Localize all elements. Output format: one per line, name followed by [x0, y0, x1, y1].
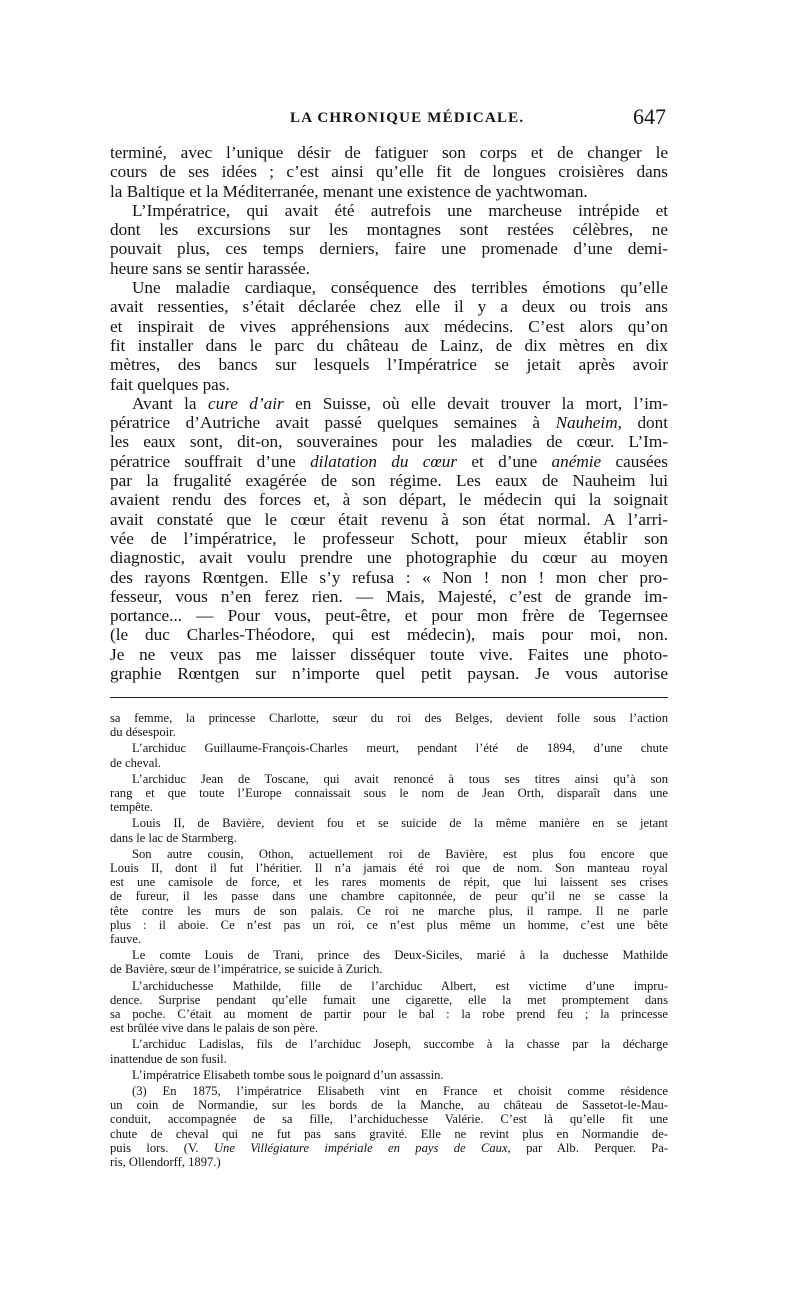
paragraph: [110, 201, 668, 278]
italic-term: dilatation du cœur: [310, 451, 458, 471]
footnote-line: [110, 1141, 668, 1155]
text-line: mètres, des bancs sur lesquels l’Impératrice se jetait après avoir: [110, 355, 668, 375]
footnote-line: Louis II, de Bavière, devient fou et se suicide de la même manière en se jetant: [132, 816, 668, 831]
text-line: cours de ses idées ; c’est ainsi qu’elle fit de longues croisières dans: [110, 162, 668, 182]
text-line: la Baltique et la Méditerranée, menant une existence de yachtwoman.: [110, 181, 588, 201]
page-number: 647: [633, 104, 666, 129]
footnote-line: Le comte Louis de Trani, prince des Deux-Siciles, marié à la duchesse Mathilde: [132, 948, 668, 963]
footnote-line: L’impératrice Elisabeth tombe sous le poignard d’un assassin.: [132, 1067, 444, 1082]
footnote-line: de fureur, il les passe dans une chambre capitonnée, de peur qu’il ne se casse la: [110, 889, 668, 904]
page-header: [110, 104, 666, 134]
footnote-line: tempête.: [110, 800, 154, 815]
main-text: [110, 143, 668, 683]
text-line: L’Impératrice, qui avait été autrefois une marcheuse intrépide et: [132, 200, 668, 220]
text-line: vée de l’impératrice, le professeur Schott, pour mieux établir son: [110, 528, 668, 548]
footnote-line: est une camisole de force, et les rares moments de répit, que lui laissent ses crises: [110, 875, 668, 890]
footnote-line: rang et que toute l’Europe connaissait sous le nom de Jean Orth, disparaît dans une: [110, 786, 668, 801]
text-run: en Suisse, où elle devait trouver la mort, l’im-: [283, 393, 668, 413]
text-line: les eaux sont, dit-on, souveraines pour les maladies de cœur. L’Im-: [110, 432, 668, 452]
footnote: [110, 847, 668, 946]
italic-term: anémie: [551, 451, 602, 471]
footnote-line: ris, Ollendorff, 1897.): [110, 1155, 221, 1170]
footnote: [110, 772, 668, 815]
text-run: et d’une: [457, 451, 552, 471]
text-line: Je ne veux pas me laisser disséquer toute vive. Faites une photo-: [110, 644, 668, 664]
footnote-line: sa poche. C’était au moment de partir pour le bal : la robe prend feu ; la princesse: [110, 1007, 668, 1022]
footnote-line: L’archiduc Guillaume-François-Charles meurt, pendant l’été de 1894, d’une chute: [132, 741, 668, 756]
italic-term: cure d’air: [207, 393, 284, 413]
footnote-line: un coin de Normandie, sur les bords de la Manche, au château de Sassetot-le-Mau-: [110, 1098, 668, 1113]
text-run: pératrice souffrait d’une: [110, 451, 311, 471]
text-line: diagnostic, avait voulu prendre une photographie du cœur au moyen: [110, 548, 668, 568]
text-line: avait constaté que le cœur était revenu à son état normal. A l’arri-: [110, 509, 668, 529]
text-run: pératrice d’Autriche avait passé quelques semaines à: [110, 413, 556, 433]
text-run: par Alb. Perquer. Pa-: [510, 1140, 668, 1155]
footnote-line: fauve.: [110, 932, 142, 947]
text-line: avait ressenties, s’était déclarée chez elle il y a deux ou trois ans: [110, 297, 668, 317]
footnote: [110, 1068, 668, 1082]
paragraph: [110, 394, 668, 683]
footnote: [110, 816, 668, 844]
text-line: avaient rendu des forces et, à son départ, le médecin qui la soignait: [110, 490, 668, 510]
footnote-line: Son autre cousin, Othon, actuellement roi de Bavière, est plus fou encore que: [132, 846, 668, 861]
footnote: [110, 741, 668, 769]
text-run: puis lors. (V.: [110, 1140, 214, 1155]
text-line: [110, 452, 668, 471]
footnote: [110, 711, 668, 739]
footnote-line: de cheval.: [110, 755, 162, 770]
text-run: dont: [621, 413, 668, 433]
footnote-line: conduit, accompagnée de sa fille, l’archiduchesse Valérie. C’est là qu’elle fit une: [110, 1112, 668, 1127]
footnotes: [110, 711, 668, 1171]
footnote-line: de Bavière, sœur de l’impératrice, se suicide à Zurich.: [110, 962, 383, 977]
text-line: (le duc Charles-Théodore, qui est médecin), mais pour moi, non.: [110, 625, 668, 645]
footnote: [110, 948, 668, 976]
text-line: fit installer dans le parc du château de Lainz, de dix mètres en dix: [110, 335, 668, 355]
text-line: par la frugalité exagérée de son régime. Les eaux de Nauheim lui: [110, 471, 668, 491]
text-line: pouvait plus, ces temps derniers, faire une promenade d’une demi-: [110, 239, 668, 259]
text-line: fait quelques pas.: [110, 374, 230, 394]
footnote: [110, 1037, 668, 1065]
text-line: graphie Rœntgen sur n’importe quel petit paysan. Je vous autorise: [110, 664, 668, 684]
paragraph: [110, 278, 668, 394]
book-title: Une Villégiature impériale en pays de Caux,: [213, 1140, 511, 1155]
footnote-line: du désespoir.: [110, 725, 176, 740]
text-line: des rayons Rœntgen. Elle s’y refusa : « Non ! non ! mon cher pro-: [110, 567, 668, 587]
footnote-3: [110, 1084, 668, 1169]
paragraph: [110, 143, 668, 201]
text-line: portance... — Pour vous, peut-être, et pour mon frère de Tegernsee: [110, 606, 668, 626]
text-line: heure sans se sentir harassée.: [110, 258, 310, 278]
footnote-line: L’archiduc Jean de Toscane, qui avait renoncé à tous ses titres ainsi qu’à son: [132, 771, 668, 786]
footnote-line: sa femme, la princesse Charlotte, sœur du roi des Belges, devient folle sous l’action: [110, 711, 668, 725]
footnote-line: dence. Surprise pendant qu’elle fumait une cigarette, elle la met promptement dans: [110, 992, 668, 1007]
text-line: dont les excursions sur les montagnes sont restées célèbres, ne: [110, 220, 668, 240]
text-line: fesseur, vous n’en ferez rien. — Mais, Majesté, c’est de grande im-: [110, 586, 668, 606]
footnote-line: chute de cheval qui ne fut pas sans gravité. Elle ne revint plus en Normandie de-: [110, 1126, 668, 1141]
footnote-line: Louis II, dont il fut l’héritier. Il n’a jamais été roi que de nom. Son manteau royal: [110, 861, 668, 876]
text-run: Avant la: [132, 393, 208, 413]
footnote-line: tête contre les murs de son palais. Ce roi ne marche plus, il rampe. Il ne parle: [110, 903, 668, 918]
footnote-line: L’archiduc Ladislas, fils de l’archiduc Joseph, succombe à la chasse par la décharge: [132, 1037, 668, 1052]
footnote-line: (3) En 1875, l’impératrice Elisabeth vint en France et choisit comme résidence: [132, 1084, 668, 1099]
text-line: [110, 394, 668, 413]
footnote-line: L’archiduchesse Mathilde, fille de l’archiduc Albert, est victime d’une impru-: [132, 978, 668, 993]
text-line: terminé, avec l’unique désir de fatiguer son corps et de changer le: [110, 143, 668, 162]
text-line: Une maladie cardiaque, conséquence des terribles émotions qu’elle: [132, 278, 668, 298]
text-run: causées: [601, 451, 668, 471]
footnote-divider: [110, 697, 668, 698]
footnote-line: plus : il aboie. Ce n’est pas un roi, ce n’est plus même un homme, c’est une bête: [110, 917, 668, 932]
footnote-line: dans le lac de Starmberg.: [110, 830, 237, 845]
footnote-line: est brûlée vive dans le palais de son père.: [110, 1021, 319, 1036]
text-line: et inspirait de vives appréhensions aux médecins. C’est alors qu’on: [110, 316, 668, 336]
running-title: LA CHRONIQUE MÉDICALE.: [290, 110, 525, 126]
footnote-line: inattendue de son fusil.: [110, 1051, 227, 1066]
footnote: [110, 979, 668, 1036]
text-line: [110, 413, 668, 432]
italic-term: Nauheim,: [555, 413, 622, 433]
